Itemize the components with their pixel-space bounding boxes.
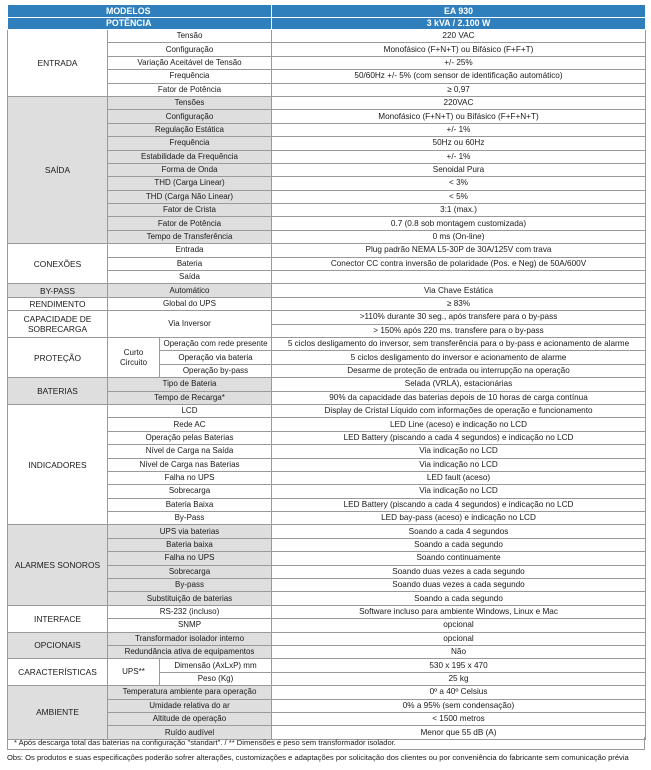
spec-label: THD (Carga Linear) bbox=[108, 177, 272, 190]
spec-label: Via Inversor bbox=[108, 311, 272, 338]
spec-value: 5 ciclos desligamento do inversor, sem transferência para o by-pass e acionamento de alarme bbox=[272, 337, 646, 350]
spec-value: Via Chave Estática bbox=[272, 284, 646, 297]
category-cell: BATERIAS bbox=[8, 378, 108, 405]
spec-label: Tensão bbox=[108, 30, 272, 43]
spec-label: Regulação Estática bbox=[108, 123, 272, 136]
spec-label: Global do UPS bbox=[108, 297, 272, 310]
spec-value: ≥ 83% bbox=[272, 297, 646, 310]
spec-label: Configuração bbox=[108, 110, 272, 123]
spec-table-body bbox=[8, 5, 646, 740]
spec-label: RS-232 (incluso) bbox=[108, 605, 272, 618]
spec-value: LED Line (aceso) e indicação no LCD bbox=[272, 418, 646, 431]
spec-label: Falha no UPS bbox=[108, 552, 272, 565]
spec-value: 5 ciclos desligamento do inversor e acionamento de alarme bbox=[272, 351, 646, 364]
spec-value: 530 x 195 x 470 bbox=[272, 659, 646, 672]
spec-row bbox=[8, 605, 646, 618]
spec-label: Configuração bbox=[108, 43, 272, 56]
spec-value: Desarme de proteção de entrada ou interrupção na operação bbox=[272, 364, 646, 377]
spec-label: Transformador isolador interno bbox=[108, 632, 272, 645]
spec-label: Fator de Potência bbox=[108, 83, 272, 96]
spec-label: Sobrecarga bbox=[108, 565, 272, 578]
spec-value: LED Battery (piscando a cada 4 segundos) e indicação no LCD bbox=[272, 498, 646, 511]
spec-value: Via indicação no LCD bbox=[272, 445, 646, 458]
group-label: Curto Circuito bbox=[108, 337, 160, 377]
spec-value: Conector CC contra inversão de polaridade (Pos. e Neg) de 50A/600V bbox=[272, 257, 646, 270]
category-cell: INDICADORES bbox=[8, 404, 108, 525]
spec-value: Via indicação no LCD bbox=[272, 485, 646, 498]
spec-value: ≥ 0,97 bbox=[272, 83, 646, 96]
spec-row bbox=[8, 311, 646, 324]
spec-value: opcional bbox=[272, 619, 646, 632]
category-cell: PROTEÇÃO bbox=[8, 337, 108, 377]
group-label: UPS** bbox=[108, 659, 160, 686]
spec-value: Soando a cada 4 segundos bbox=[272, 525, 646, 538]
spec-value: > 150% após 220 ms. transfere para o by-pass bbox=[272, 324, 646, 337]
category-cell: RENDIMENTO bbox=[8, 297, 108, 310]
spec-row bbox=[8, 96, 646, 109]
spec-value: Soando duas vezes a cada segundo bbox=[272, 579, 646, 592]
spec-label: Nível de Carga na Saída bbox=[108, 445, 272, 458]
spec-value: Soando continuamente bbox=[272, 552, 646, 565]
spec-row bbox=[8, 284, 646, 297]
spec-row bbox=[8, 632, 646, 645]
spec-row bbox=[8, 337, 646, 350]
spec-label: Fator de Potência bbox=[108, 217, 272, 230]
spec-value: 3:1 (max.) bbox=[272, 204, 646, 217]
spec-label: Peso (Kg) bbox=[160, 672, 272, 685]
spec-value: +/- 1% bbox=[272, 123, 646, 136]
spec-label: Tensões bbox=[108, 96, 272, 109]
spec-value: 0º a 40º Celsius bbox=[272, 686, 646, 699]
spec-value: Via indicação no LCD bbox=[272, 458, 646, 471]
spec-value: 50/60Hz +/- 5% (com sensor de identificação automático) bbox=[272, 70, 646, 83]
spec-value: >110% durante 30 seg., após transfere para o by-pass bbox=[272, 311, 646, 324]
spec-value: +/- 1% bbox=[272, 150, 646, 163]
spec-value: Senoidal Pura bbox=[272, 163, 646, 176]
spec-label: LCD bbox=[108, 404, 272, 417]
spec-row bbox=[8, 378, 646, 391]
spec-value: 220 VAC bbox=[272, 30, 646, 43]
spec-label: Nível de Carga nas Baterias bbox=[108, 458, 272, 471]
header-row-power bbox=[8, 17, 646, 30]
spec-label: Entrada bbox=[108, 244, 272, 257]
header-row-models bbox=[8, 5, 646, 18]
spec-value: 0 ms (On-line) bbox=[272, 230, 646, 243]
models-label: MODELOS bbox=[8, 5, 272, 18]
spec-row bbox=[8, 525, 646, 538]
category-cell: ALARMES SONOROS bbox=[8, 525, 108, 605]
spec-label: Ruído audível bbox=[108, 726, 272, 739]
category-cell: ENTRADA bbox=[8, 30, 108, 97]
spec-value: Soando duas vezes a cada segundo bbox=[272, 565, 646, 578]
spec-value: Soando a cada segundo bbox=[272, 592, 646, 605]
spec-value: LED bay-pass (aceso) e indicação no LCD bbox=[272, 512, 646, 525]
category-cell: CONEXÕES bbox=[8, 244, 108, 284]
spec-value: Display de Cristal Líquido com informações de operação e funcionamento bbox=[272, 404, 646, 417]
spec-label: UPS via baterias bbox=[108, 525, 272, 538]
spec-label: Variação Aceitável de Tensão bbox=[108, 56, 272, 69]
spec-label: THD (Carga Não Linear) bbox=[108, 190, 272, 203]
category-cell: INTERFACE bbox=[8, 605, 108, 632]
spec-label: Saída bbox=[108, 271, 272, 284]
spec-label: Rede AC bbox=[108, 418, 272, 431]
spec-label: Frequência bbox=[108, 137, 272, 150]
spec-row bbox=[8, 244, 646, 257]
spec-label: By-pass bbox=[108, 579, 272, 592]
spec-value: 25 kg bbox=[272, 672, 646, 685]
spec-label: Bateria baixa bbox=[108, 538, 272, 551]
spec-value: Monofásico (F+N+T) ou Bifásico (F+F+T) bbox=[272, 43, 646, 56]
spec-label: Falha no UPS bbox=[108, 471, 272, 484]
footnote-asterisk: * Após descarga total das baterias na configuração "standart". / ** Dimensões e peso sem transformador isolador. bbox=[7, 737, 645, 750]
spec-value: < 3% bbox=[272, 177, 646, 190]
spec-label: Estabilidade da Frequência bbox=[108, 150, 272, 163]
spec-label: Redundância ativa de equipamentos bbox=[108, 645, 272, 658]
spec-label: Tempo de Transferência bbox=[108, 230, 272, 243]
spec-label: Frequência bbox=[108, 70, 272, 83]
spec-value: LED fault (aceso) bbox=[272, 471, 646, 484]
spec-label: Automático bbox=[108, 284, 272, 297]
spec-value: opcional bbox=[272, 632, 646, 645]
spec-row bbox=[8, 686, 646, 699]
spec-value: Menor que 55 dB (A) bbox=[272, 726, 646, 739]
spec-value: Soando a cada segundo bbox=[272, 538, 646, 551]
models-value: EA 930 bbox=[272, 5, 646, 18]
spec-label: Tempo de Recarga* bbox=[108, 391, 272, 404]
spec-row bbox=[8, 30, 646, 43]
spec-value bbox=[272, 271, 646, 284]
spec-value: 220VAC bbox=[272, 96, 646, 109]
power-label: POTÊNCIA bbox=[8, 17, 272, 30]
spec-label: Forma de Onda bbox=[108, 163, 272, 176]
spec-value: Selada (VRLA), estacionárias bbox=[272, 378, 646, 391]
spec-value: Monofásico (F+N+T) ou Bifásico (F+F+N+T) bbox=[272, 110, 646, 123]
category-cell: CARACTERÍSTICAS bbox=[8, 659, 108, 686]
spec-label: Altitude de operação bbox=[108, 712, 272, 725]
category-cell: BY-PASS bbox=[8, 284, 108, 297]
spec-value: LED Battery (piscando a cada 4 segundos) e indicação no LCD bbox=[272, 431, 646, 444]
spec-value: Não bbox=[272, 645, 646, 658]
spec-label: Bateria Baixa bbox=[108, 498, 272, 511]
spec-value: 0% a 95% (sem condensação) bbox=[272, 699, 646, 712]
spec-value: < 1500 metros bbox=[272, 712, 646, 725]
category-cell: CAPACIDADE DE SOBRECARGA bbox=[8, 311, 108, 338]
spec-value: Software incluso para ambiente Windows, Linux e Mac bbox=[272, 605, 646, 618]
spec-row bbox=[8, 297, 646, 310]
spec-value: < 5% bbox=[272, 190, 646, 203]
spec-label: Dimensão (AxLxP) mm bbox=[160, 659, 272, 672]
spec-label: By-Pass bbox=[108, 512, 272, 525]
spec-table bbox=[7, 4, 646, 740]
spec-label: Operação pelas Baterias bbox=[108, 431, 272, 444]
category-cell: AMBIENTE bbox=[8, 686, 108, 740]
power-value: 3 kVA / 2.100 W bbox=[272, 17, 646, 30]
spec-value: 50Hz ou 60Hz bbox=[272, 137, 646, 150]
category-cell: OPCIONAIS bbox=[8, 632, 108, 659]
spec-label: SNMP bbox=[108, 619, 272, 632]
spec-label: Operação by-pass bbox=[160, 364, 272, 377]
category-cell: SAÍDA bbox=[8, 96, 108, 243]
spec-value: +/- 25% bbox=[272, 56, 646, 69]
spec-label: Bateria bbox=[108, 257, 272, 270]
spec-value: 90% da capacidade das baterias depois de 10 horas de carga contínua bbox=[272, 391, 646, 404]
spec-row bbox=[8, 404, 646, 417]
spec-label: Operação com rede presente bbox=[160, 337, 272, 350]
spec-label: Sobrecarga bbox=[108, 485, 272, 498]
spec-value: 0.7 (0.8 sob montagem customizada) bbox=[272, 217, 646, 230]
spec-label: Substituição de baterias bbox=[108, 592, 272, 605]
spec-label: Temperatura ambiente para operação bbox=[108, 686, 272, 699]
spec-row bbox=[8, 659, 646, 672]
spec-value: Plug padrão NEMA L5-30P de 30A/125V com trava bbox=[272, 244, 646, 257]
spec-label: Operação via bateria bbox=[160, 351, 272, 364]
spec-label: Tipo de Bateria bbox=[108, 378, 272, 391]
spec-label: Umidade relativa do ar bbox=[108, 699, 272, 712]
spec-label: Fator de Crista bbox=[108, 204, 272, 217]
footnote-observation: Obs: Os produtos e suas especificações poderão sofrer alterações, customizações e adaptações por solicitação dos clientes ou por conveniência do fabricante sem comunicação prévia bbox=[7, 753, 629, 762]
